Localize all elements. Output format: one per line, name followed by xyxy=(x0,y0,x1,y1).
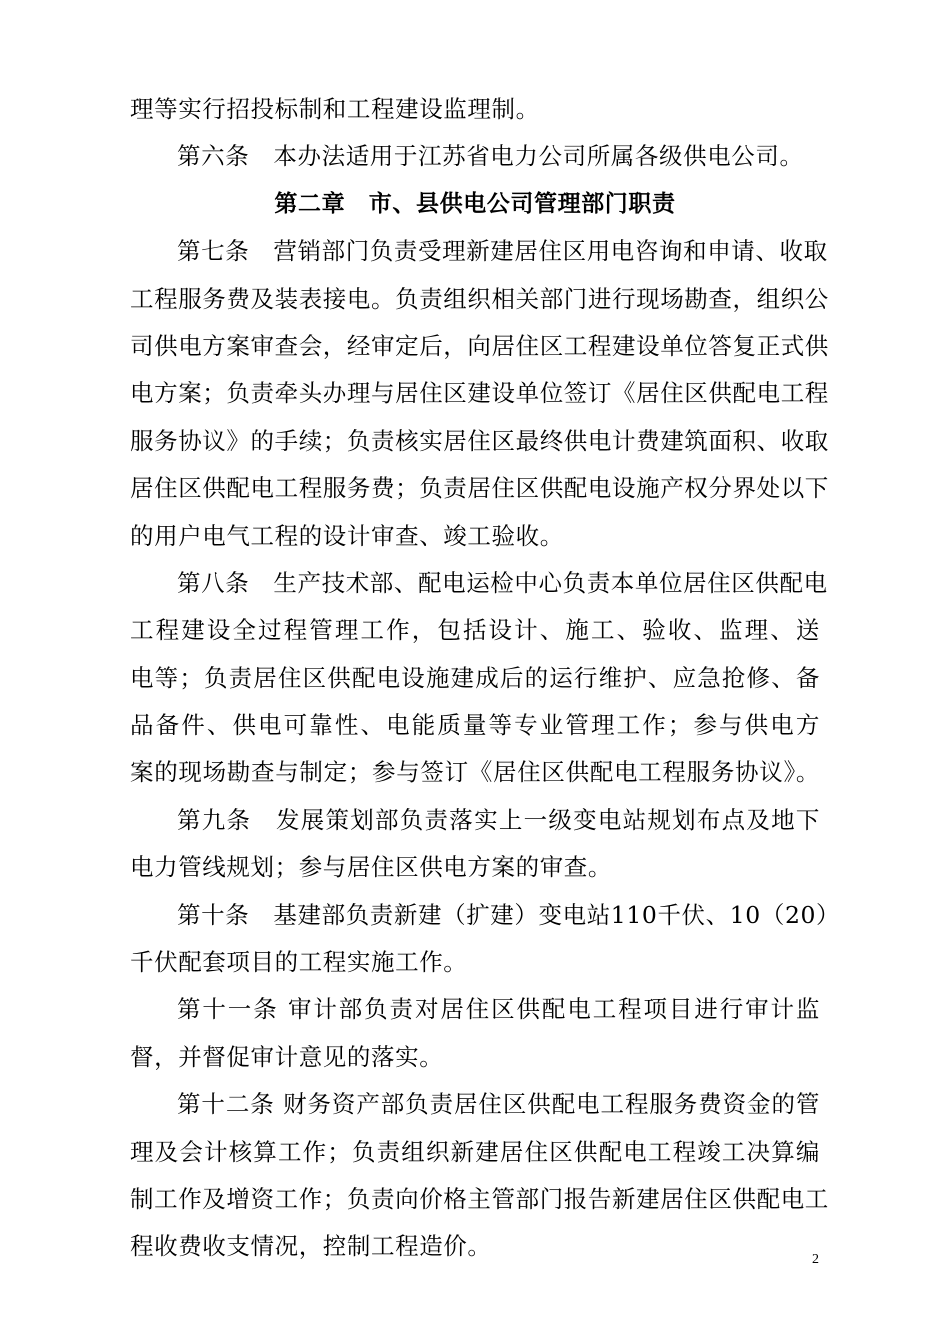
text-line: 制工作及增资工作；负责向价格主管部门报告新建居住区供配电工 xyxy=(130,1184,829,1213)
article-6: 第六条 本办法适用于江苏省电力公司所属各级供电公司。 xyxy=(177,142,804,171)
document-body xyxy=(130,93,841,1278)
text-line: 服务协议》的手续；负责核实居住区最终供电计费建筑面积、收取 xyxy=(130,426,829,455)
text-line: 品备件、供电可靠性、电能质量等专业管理工作；参与供电方 xyxy=(130,711,820,740)
article-9: 第九条 发展策划部负责落实上一级变电站规划布点及地下 xyxy=(177,805,820,834)
text-line: 电方案；负责牵头办理与居住区建设单位签订《居住区供配电工程 xyxy=(130,379,829,408)
text-line: 工程建设全过程管理工作，包括设计、施工、验收、监理、送 xyxy=(130,616,820,645)
text-line: 理等实行招投标制和工程建设监理制。 xyxy=(130,95,540,123)
chapter-heading: 第二章 市、县供电公司管理部门职责 xyxy=(274,190,676,217)
text-line: 居住区供配电工程服务费；负责居住区供配电设施产权分界处以下 xyxy=(130,474,829,503)
text-line: 司供电方案审查会，经审定后，向居住区工程建设单位答复正式供 xyxy=(130,331,829,360)
text-line: 理及会计核算工作；负责组织新建居住区供配电工程竣工决算编 xyxy=(130,1137,820,1166)
text-line: 案的现场勘查与制定；参与签订《居住区供配电工程服务协议》。 xyxy=(130,758,820,787)
text-line: 程收费收支情况，控制工程造价。 xyxy=(130,1232,492,1261)
text-line: 的用户电气工程的设计审查、竣工验收。 xyxy=(130,521,564,550)
text-line: 工程服务费及装表接电。负责组织相关部门进行现场勘查，组织公 xyxy=(130,284,829,313)
text-line: 督，并督促审计意见的落实。 xyxy=(130,1042,444,1071)
article-10: 第十条 基建部负责新建（扩建）变电站110千伏、10（20） xyxy=(177,900,841,929)
article-11: 第十一条 审计部负责对居住区供配电工程项目进行审计监 xyxy=(177,995,820,1024)
text-line: 电等；负责居住区供配电设施建成后的运行维护、应急抢修、备 xyxy=(130,663,820,692)
article-8: 第八条 生产技术部、配电运检中心负责本单位居住区供配电 xyxy=(177,568,828,597)
article-12: 第十二条 财务资产部负责居住区供配电工程服务费资金的管 xyxy=(177,1090,820,1119)
text-line: 千伏配套项目的工程实施工作。 xyxy=(130,948,468,977)
page-number: 2 xyxy=(812,1252,819,1267)
text-line: 电力管线规划；参与居住区供电方案的审查。 xyxy=(130,853,612,882)
article-7: 第七条 营销部门负责受理新建居住区用电咨询和申请、收取 xyxy=(177,237,828,266)
